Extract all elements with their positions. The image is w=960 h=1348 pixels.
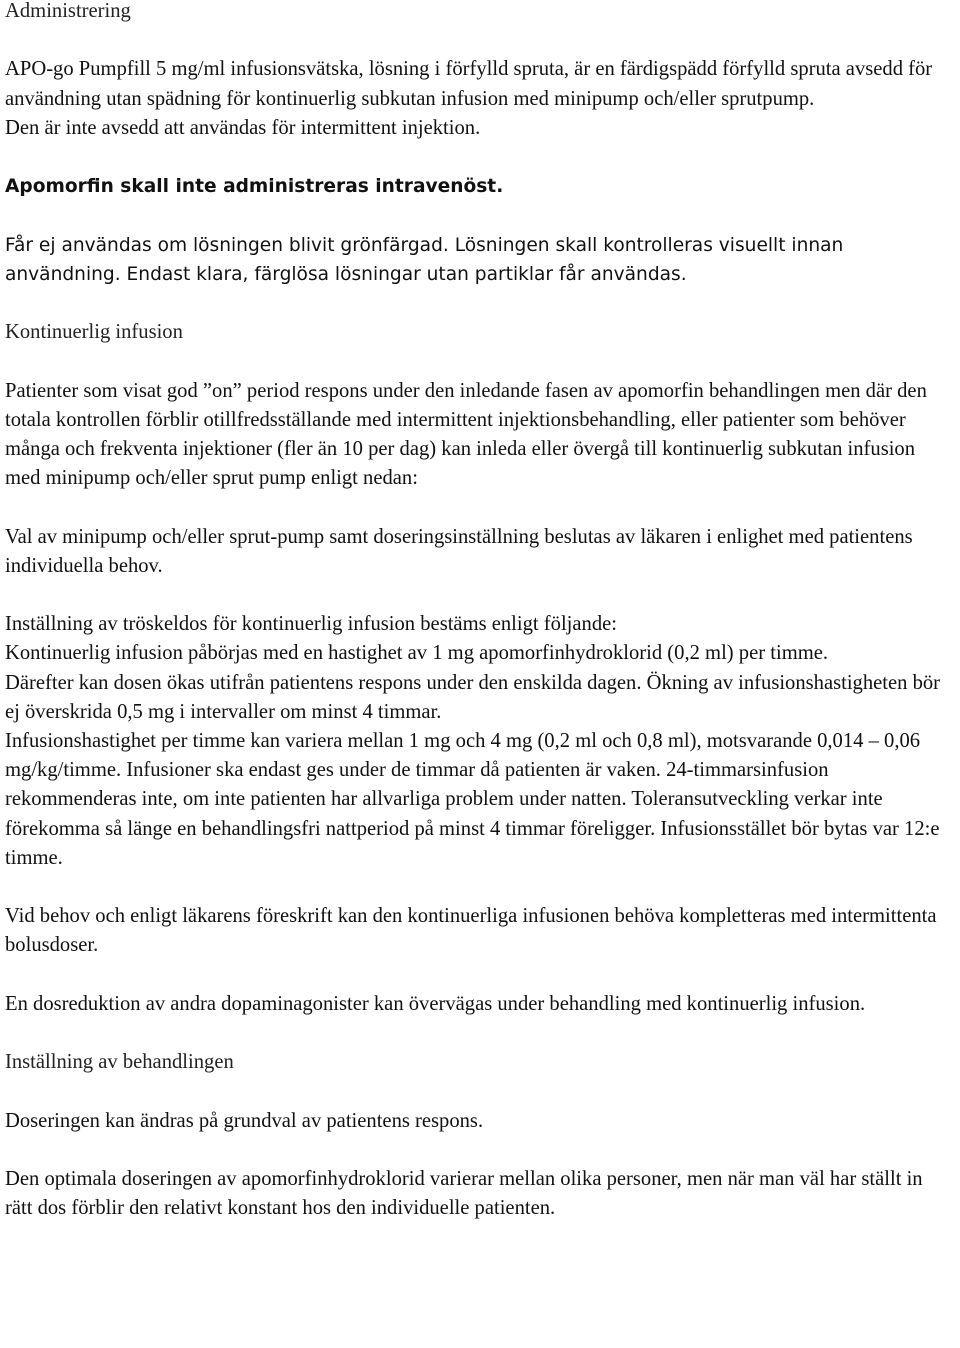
warning-intravenous: Apomorfin skall inte administreras intravenöst. xyxy=(5,176,504,198)
paragraph-patient-eligibility: Patienter som visat god ”on” period respons under den inledande fasen av apomorfin behandlingen men där den totala kontrollen förblir otillfredsställande med intermittent injektionsbehandling, eller patienter som behöver många och frekventa injektioner (fler än 10 per dag) kan inleda eller övergå till kontinuerlig subkutan infusion med minipump och/eller sprut pump enligt nedan: xyxy=(5,379,927,490)
paragraph-optimal-dosing: Den optimala doseringen av apomorfinhydroklorid varierar mellan olika personer, men när man väl har ställt in rätt dos förblir den relativt konstant hos den individuelle patienten. xyxy=(5,1167,923,1220)
line-threshold-dose: Inställning av tröskeldos för kontinuerlig infusion bestäms enligt följande: xyxy=(5,613,617,636)
paragraph-not-intermittent: Den är inte avsedd att användas för intermittent injektion. xyxy=(5,116,481,139)
heading-administration: Administrering xyxy=(5,0,131,22)
paragraph-dose-adjustment: Doseringen kan ändras på grundval av patientens respons. xyxy=(5,1109,484,1132)
paragraph-dose-reduction: En dosreduktion av andra dopaminagonister kan övervägas under behandling med kontinuerlig infusion. xyxy=(5,992,866,1015)
paragraph-bolus-doses: Vid behov och enligt läkarens föreskrift kan den kontinuerliga infusionen behöva kompletteras med intermittenta bolusdoser. xyxy=(5,905,937,957)
paragraph-visual-inspection xyxy=(5,231,955,289)
document-page xyxy=(5,0,955,1223)
line-start-rate: Kontinuerlig infusion påbörjas med en hastighet av 1 mg apomorfinhydroklorid (0,2 ml) per timme. xyxy=(5,642,829,665)
heading-continuous-infusion: Kontinuerlig infusion xyxy=(5,321,183,344)
line-infusion-rate: Infusionshastighet per timme kan variera mellan 1 mg och 4 mg (0,2 ml och 0,8 ml), motsvarande 0,014 – 0,06 mg/kg/timme. Infusioner ska endast ges under de timmar då patienten är vaken. 24-timmarsinfusion rekommenderas inte, om inte patienten har allvarliga problem under natten. Toleransutveckling verkar inte förekomma så länge en behandlingsfri nattperiod på minst 4 timmar föreligger. Infusionsstället bör bytas var 12:e timme. xyxy=(5,729,940,869)
heading-treatment-adjustment: Inställning av behandlingen xyxy=(5,1051,234,1074)
paragraph-product-description: APO-go Pumpfill 5 mg/ml infusionsvätska, lösning i förfylld spruta, är en färdigspädd förfylld spruta avsedd för användning utan spädning för kontinuerlig subkutan infusion med minipump och/eller sprutpump. xyxy=(5,58,933,110)
inspection-sentence-1: Får ej användas om lösningen blivit grönfärgad. Lösningen skall kontrolleras visuellt innan användning. xyxy=(5,234,844,285)
line-dose-increase: Därefter kan dosen ökas utifrån patientens respons under den enskilda dagen. Ökning av infusionshastigheten bör ej överskrida 0,5 mg i intervaller om minst 4 timmar. xyxy=(5,671,941,723)
paragraph-pump-choice: Val av minipump och/eller sprut-pump samt doseringsinställning beslutas av läkaren i enlighet med patientens individuella behov. xyxy=(5,525,913,577)
inspection-sentence-2: Endast klara, färglösa lösningar utan partiklar får användas. xyxy=(126,263,687,285)
